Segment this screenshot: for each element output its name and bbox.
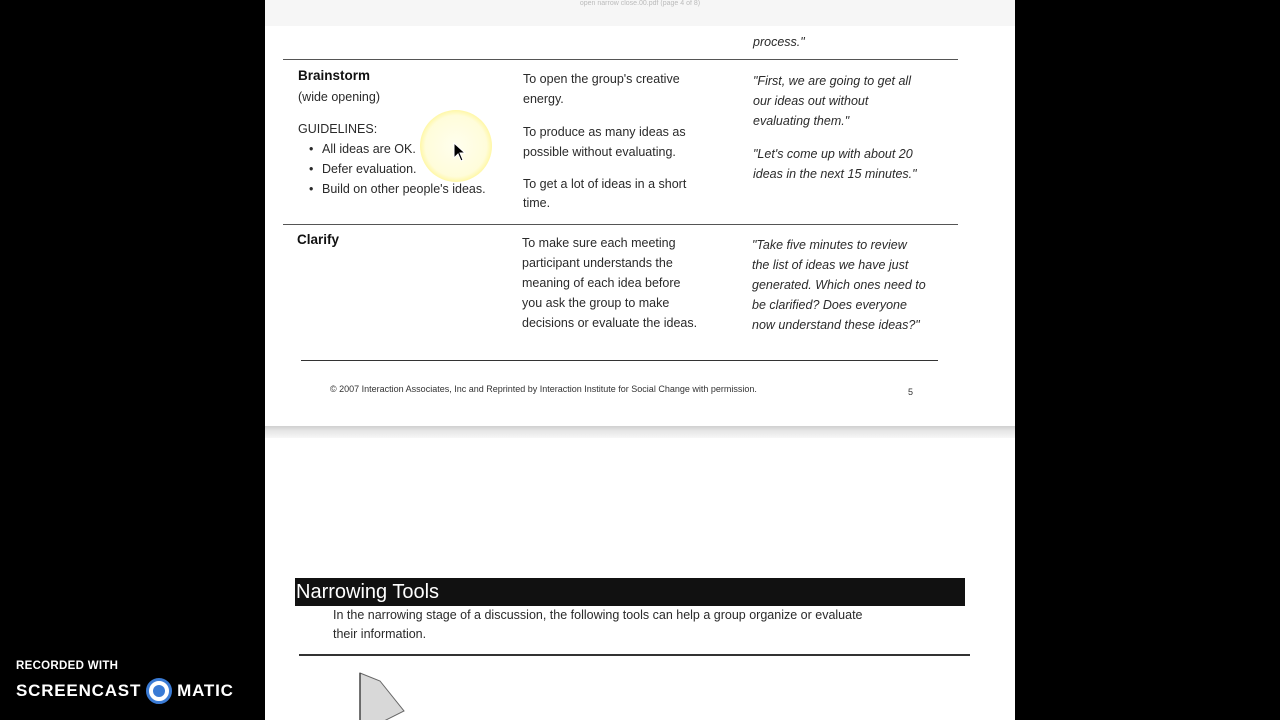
screencast-logo-icon bbox=[146, 678, 172, 704]
example-line: "Let's come up with about 20 bbox=[753, 147, 913, 161]
watermark-right: MATIC bbox=[177, 681, 234, 700]
section-rule bbox=[299, 654, 970, 656]
section-header-band bbox=[295, 578, 965, 606]
example-line: generated. Which ones need to bbox=[752, 278, 926, 292]
purpose-line: meaning of each idea before bbox=[522, 276, 681, 290]
purpose-line: energy. bbox=[523, 92, 564, 106]
purpose-line: To produce as many ideas as bbox=[523, 125, 686, 139]
purpose-line: participant understands the bbox=[522, 256, 673, 270]
viewer-titlebar bbox=[265, 0, 1015, 27]
purpose-line: you ask the group to make bbox=[522, 296, 670, 310]
example-tail: process." bbox=[753, 35, 805, 49]
example-line: "Take five minutes to review bbox=[752, 238, 907, 252]
intro-line: their information. bbox=[333, 627, 427, 641]
watermark-logo bbox=[16, 678, 234, 704]
screencast-watermark bbox=[16, 660, 234, 704]
tool-sub-brainstorm: (wide opening) bbox=[298, 90, 380, 104]
tool-name-clarify: Clarify bbox=[297, 232, 340, 247]
example-line: be clarified? Does everyone bbox=[752, 298, 907, 312]
guidelines-label: GUIDELINES: bbox=[298, 122, 378, 136]
example-line: evaluating them." bbox=[753, 114, 850, 128]
purpose-line: decisions or evaluate the ideas. bbox=[522, 316, 698, 330]
section-title: Narrowing Tools bbox=[296, 581, 440, 603]
footer-rule bbox=[301, 360, 938, 361]
page-number: 5 bbox=[908, 387, 914, 397]
table-divider bbox=[283, 224, 958, 225]
sketch-figure-icon bbox=[358, 671, 410, 720]
pdf-page-6[interactable] bbox=[265, 438, 1015, 720]
purpose-line: possible without evaluating. bbox=[523, 145, 676, 159]
purpose-line: To make sure each meeting bbox=[522, 236, 676, 250]
example-line: "First, we are going to get all bbox=[753, 74, 911, 88]
pdf-viewer[interactable] bbox=[265, 0, 1015, 720]
purpose-line: time. bbox=[523, 196, 551, 210]
example-line: ideas in the next 15 minutes." bbox=[753, 167, 917, 181]
example-line: now understand these ideas?" bbox=[752, 318, 920, 332]
guideline-item: • All ideas are OK. bbox=[309, 139, 486, 159]
guideline-item: • Build on other people's ideas. bbox=[309, 179, 486, 199]
example-line: our ideas out without bbox=[753, 94, 869, 108]
purpose-line: To open the group's creative bbox=[523, 72, 680, 86]
mouse-pointer-icon bbox=[453, 142, 467, 162]
tool-name-brainstorm: Brainstorm bbox=[298, 68, 371, 83]
viewer-title: open narrow close.00.pdf (page 4 of 8) bbox=[579, 0, 701, 7]
intro-line: In the narrowing stage of a discussion, the following tools can help a group organize or evaluate bbox=[333, 608, 863, 622]
page-gap bbox=[265, 426, 1015, 438]
table-divider bbox=[283, 59, 958, 60]
purpose-line: To get a lot of ideas in a short bbox=[523, 177, 687, 191]
guideline-item: • Defer evaluation. bbox=[309, 159, 486, 179]
pdf-page-5[interactable] bbox=[265, 26, 1015, 426]
watermark-line1: RECORDED WITH bbox=[16, 660, 119, 672]
watermark-left: SCREENCAST bbox=[16, 681, 142, 700]
example-line: the list of ideas we have just bbox=[752, 258, 909, 272]
copyright-notice: © 2007 Interaction Associates, Inc and Reprinted by Interaction Institute for Social Change with permission. bbox=[330, 384, 757, 394]
